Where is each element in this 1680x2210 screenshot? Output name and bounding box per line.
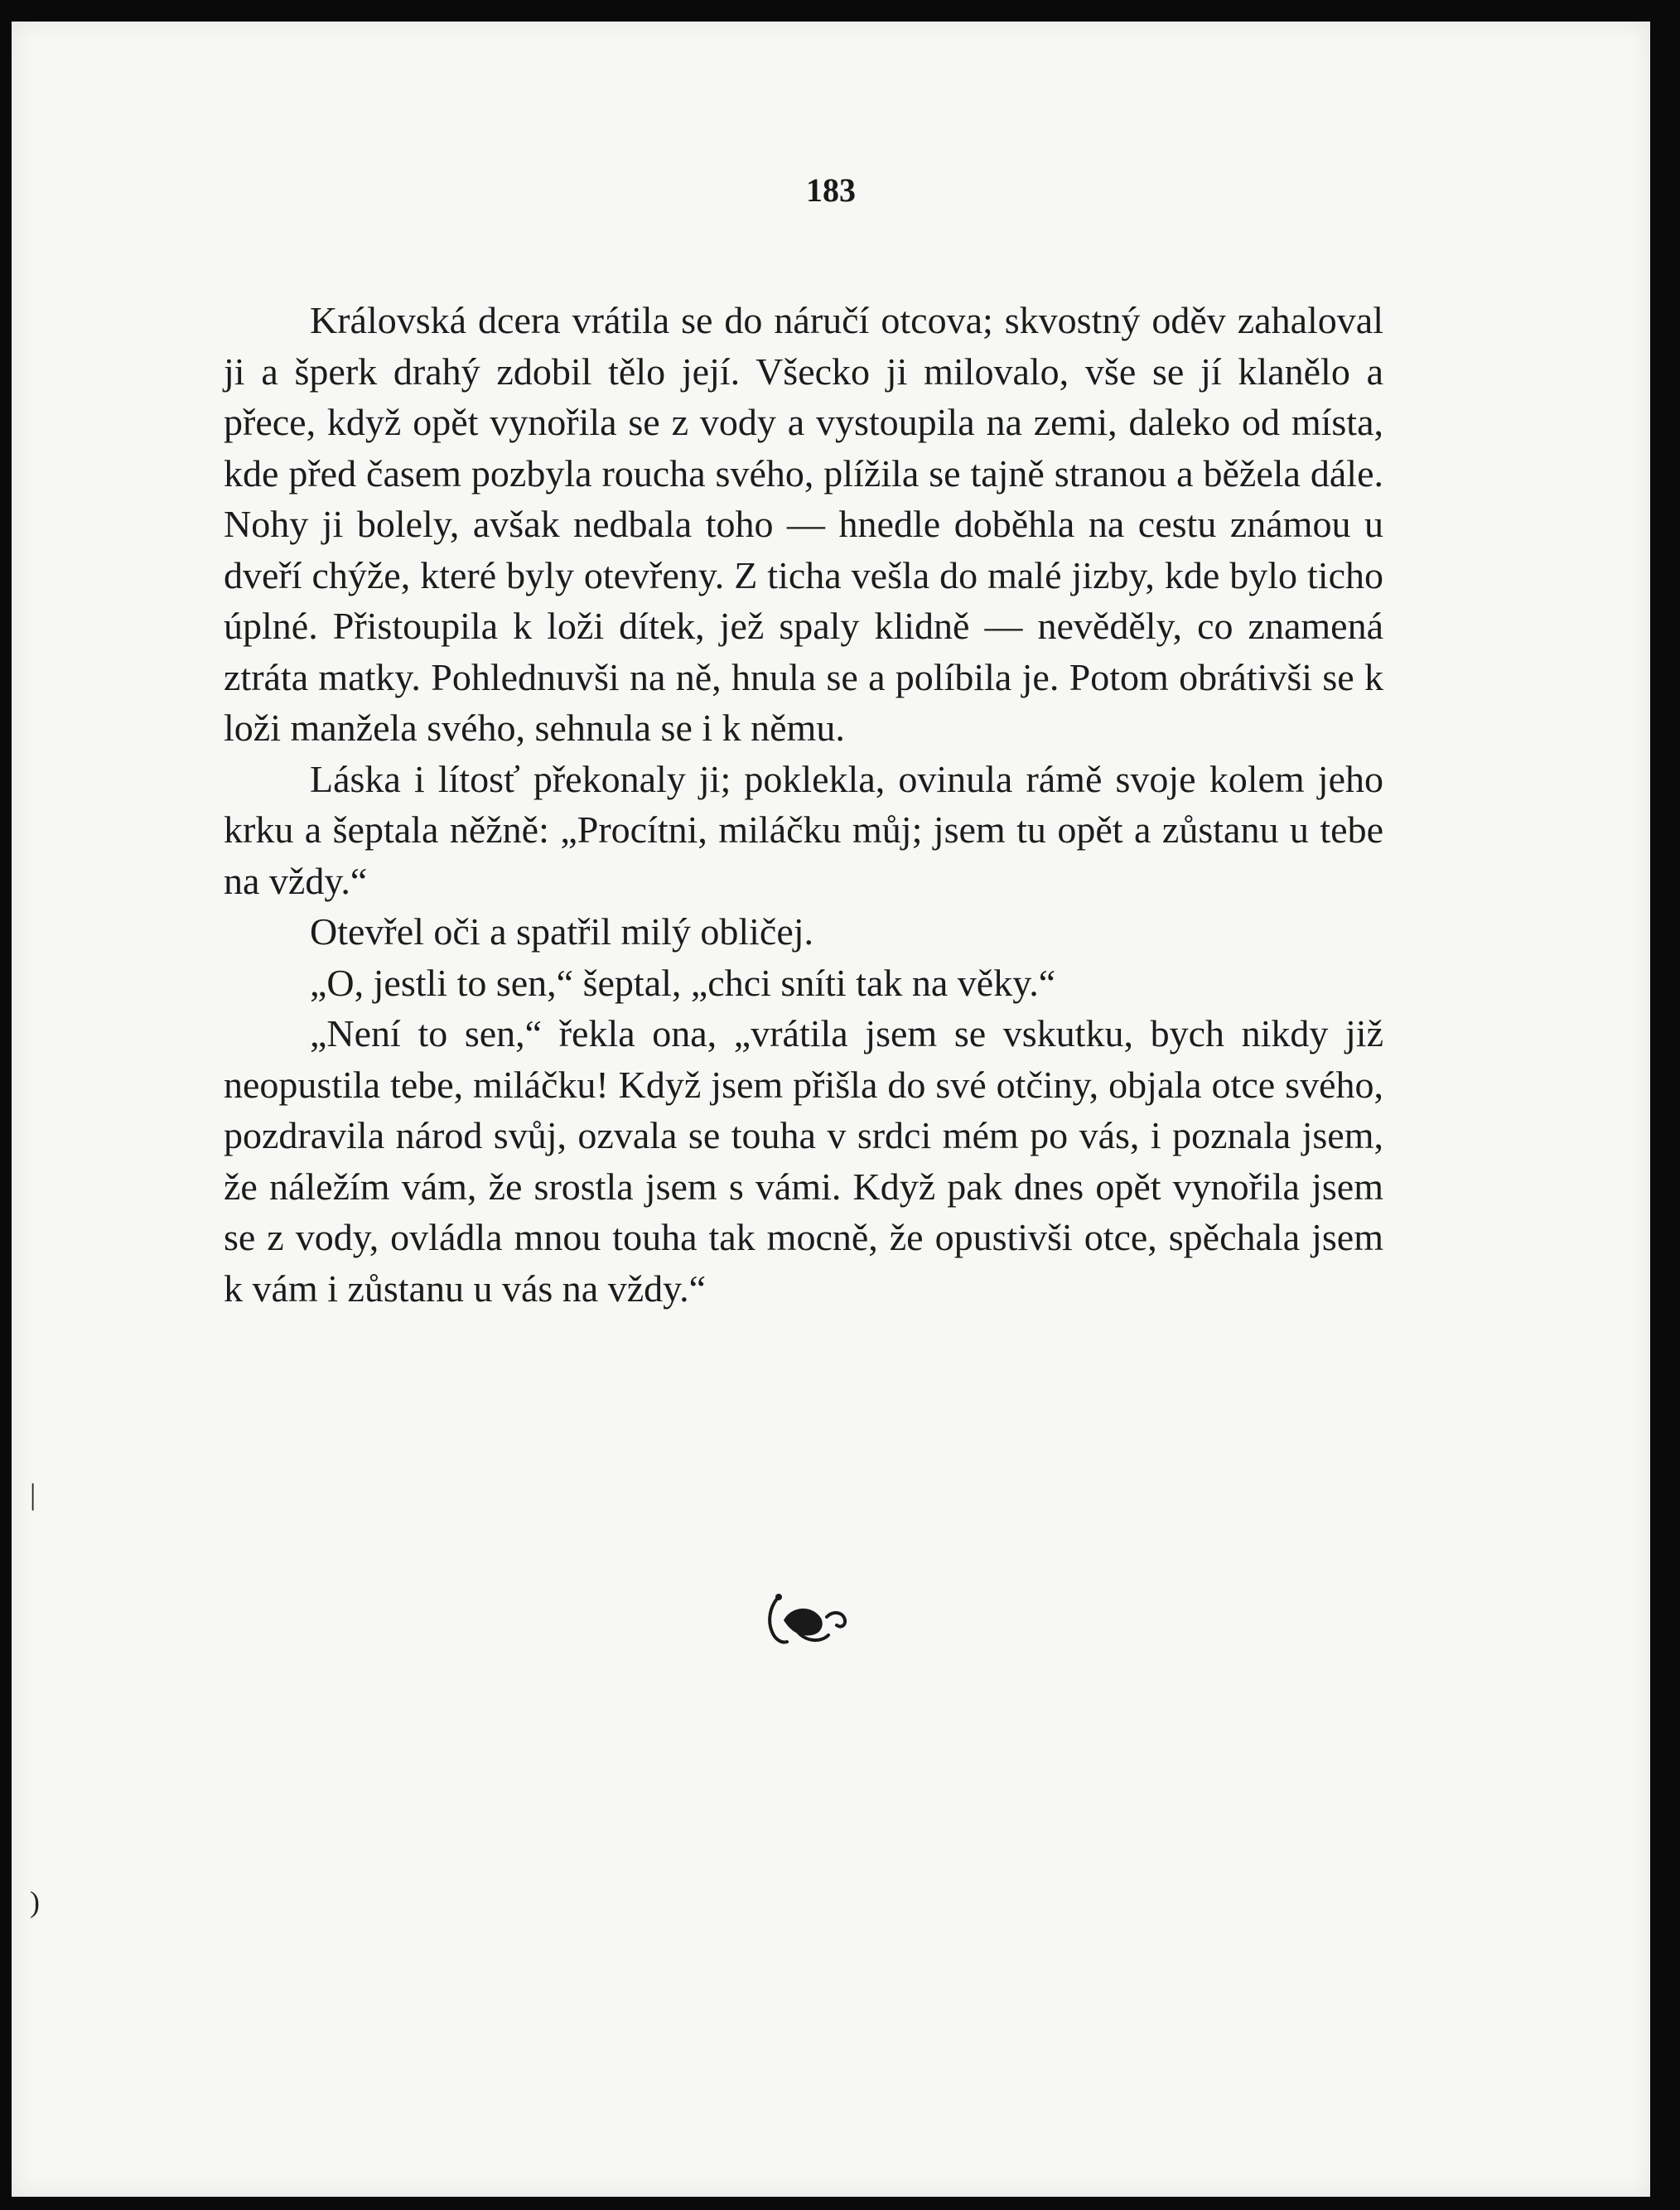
- body-text: [224, 295, 1383, 1314]
- margin-mark: |: [30, 1478, 36, 1511]
- paragraph-2: Láska i lítosť překonaly ji; poklekla, ovinula rámě svoje kolem jeho krku a šeptala něžně: „Procítni, miláčku můj; jsem tu opět a zůstanu u tebe na vždy.“: [224, 757, 1383, 902]
- page-number: 183: [806, 171, 856, 209]
- paragraph-4: „O, jestli to sen,“ šeptal, „chci sníti tak na věky.“: [310, 961, 1056, 1004]
- paragraph-3: Otevřel oči a spatřil milý obličej.: [310, 910, 814, 953]
- paragraph-1: Královská dcera vrátila se do náručí otcova; skvostný oděv zahaloval ji a šperk drahý zdobil tělo její. Všecko ji milovalo, vše se jí klanělo a přece, když opět vynořila se z vody a vystoupila na zemi, daleko od místa, kde před časem pozbyla roucha svého, plížila se tajně stranou a běžela dále. Nohy ji bolely, avšak nedbala toho — hnedle doběhla na cestu známou u dveří chýže, které byly otevřeny. Z ticha vešla do malé jizby, kde bylo ticho úplné. Přistoupila k loži dítek, jež spaly klidně — nevěděly, co znamená ztráta matky. Pohlednuvši na ně, hnula se a políbila je. Potom obrátivši se k loži manžela svého, sehnula se i k němu.: [224, 299, 1383, 749]
- paragraph-5: „Není to sen,“ řekla ona, „vrátila jsem se vskutku, bych nikdy již neopustila tebe, miláčku! Když jsem přišla do své otčiny, objala otce svého, pozdravila národ svůj, ozvala se touha v srdci mém po vás, i poznala jsem, že náležím vám, že srostla jsem s vámi. Když pak dnes opět vynořila jsem se z vody, ovládla mnou touha tak mocně, že opustivši otce, spěchala jsem k vám i zůstanu u vás na vždy.“: [224, 1012, 1383, 1310]
- book-page: [12, 22, 1650, 2197]
- fleuron-ornament-icon: [762, 1592, 853, 1650]
- margin-mark: ): [30, 1885, 40, 1918]
